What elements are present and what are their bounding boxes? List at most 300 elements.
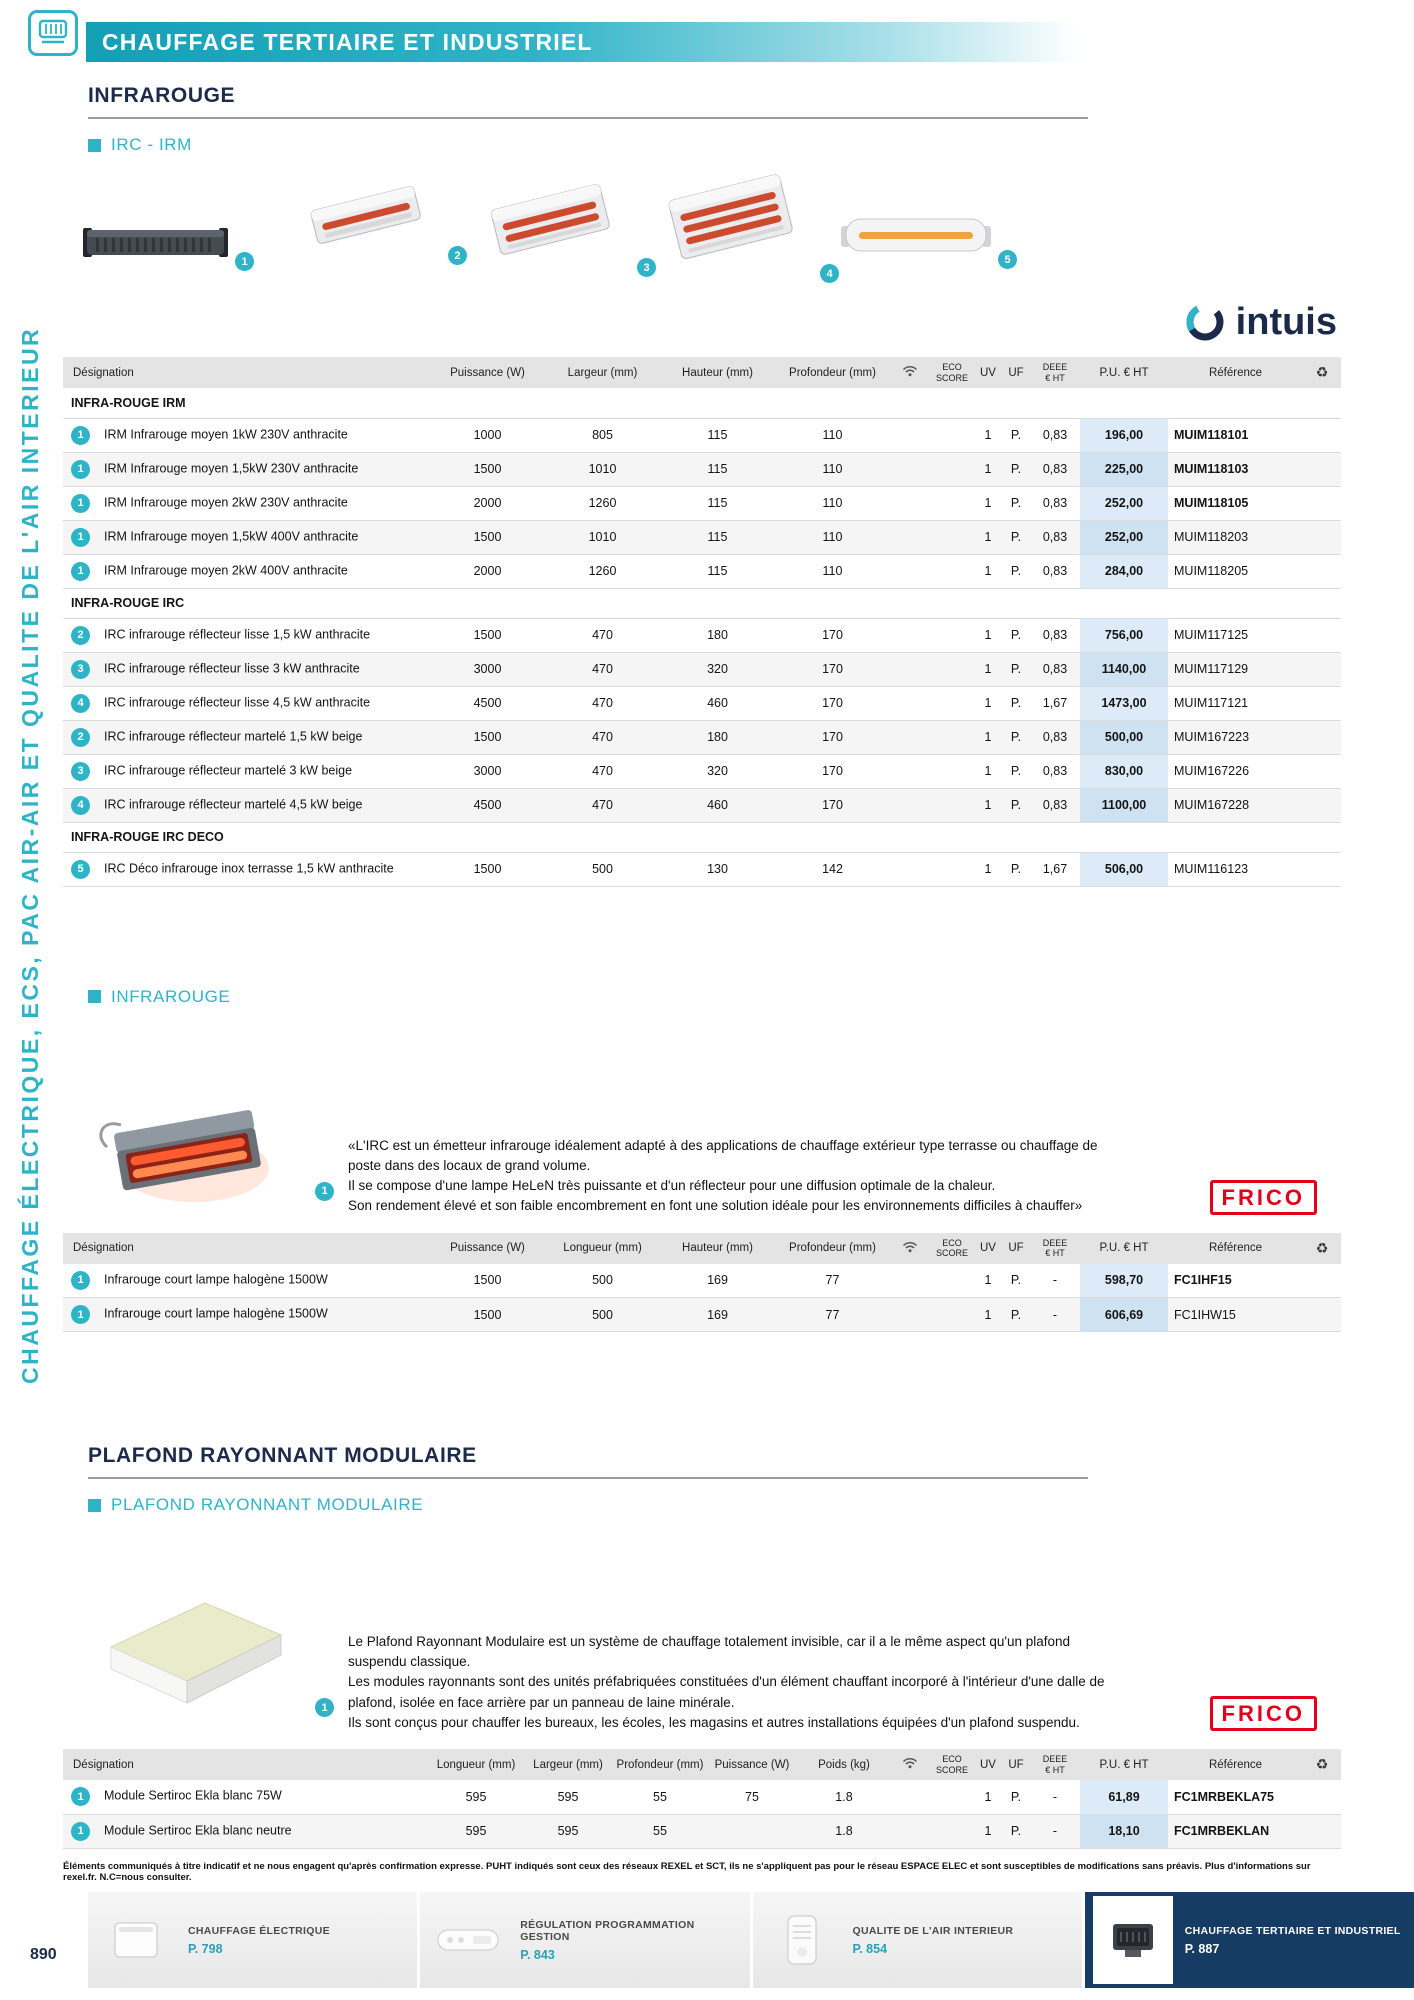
table-row: [63, 652, 1341, 686]
deee-cell: 0,83: [1030, 452, 1080, 486]
product-image-irm: [83, 216, 248, 273]
col-deee: DEEE € HT: [1030, 1749, 1080, 1780]
wifi-cell: [890, 1298, 930, 1332]
product-badge: 1: [71, 494, 90, 513]
wifi-icon: [890, 357, 930, 388]
reference-cell: MUIM118105: [1168, 486, 1303, 520]
dimension-cell: 500: [545, 852, 660, 886]
table-group-header: INFRA-ROUGE IRC: [63, 588, 1341, 618]
bottom-nav: [88, 1892, 1414, 1988]
reference-cell: MUIM117129: [1168, 652, 1303, 686]
reference-cell: MUIM167226: [1168, 754, 1303, 788]
reference-cell: MUIM118103: [1168, 452, 1303, 486]
reference-cell: MUIM117121: [1168, 686, 1303, 720]
price-cell: 61,89: [1080, 1780, 1168, 1814]
deee-cell: 0,83: [1030, 520, 1080, 554]
section-heading-infrarouge: [88, 84, 1088, 119]
price-cell: 506,00: [1080, 852, 1168, 886]
table-group-header: INFRA-ROUGE IRC DECO: [63, 822, 1341, 852]
product-badge: 5: [71, 860, 90, 879]
dimension-cell: 110: [775, 418, 890, 452]
product-badge: 1: [71, 562, 90, 581]
dimension-cell: 1500: [430, 520, 545, 554]
table-row: [63, 520, 1341, 554]
col-uv: UV: [974, 1749, 1002, 1780]
col-eco-score: ECO SCORE: [930, 357, 974, 388]
col-eco-score: ECO SCORE: [930, 1749, 974, 1780]
dimension-cell: 115: [660, 520, 775, 554]
dimension-cell: 320: [660, 652, 775, 686]
reference-cell: MUIM118203: [1168, 520, 1303, 554]
dimension-cell: 169: [660, 1298, 775, 1332]
product-table-infrarouge: [63, 1233, 1341, 1333]
deee-cell: 0,83: [1030, 652, 1080, 686]
uv-cell: 1: [974, 788, 1002, 822]
price-cell: 830,00: [1080, 754, 1168, 788]
eco-score-cell: [930, 1298, 974, 1332]
eco-score-cell: [930, 720, 974, 754]
eco-score-cell: [930, 486, 974, 520]
dimension-cell: 3000: [430, 652, 545, 686]
price-cell: 598,70: [1080, 1264, 1168, 1298]
recycle-icon: ♻: [1303, 1233, 1341, 1264]
reference-cell: FC1IHW15: [1168, 1298, 1303, 1332]
product-badge: 5: [998, 250, 1017, 269]
nav-page: P. 854: [852, 1941, 888, 1956]
col-dimension: Puissance (W): [430, 357, 545, 388]
recycle-cell: [1303, 754, 1341, 788]
deee-cell: 1,67: [1030, 686, 1080, 720]
recycle-cell: [1303, 486, 1341, 520]
table-group-header: INFRA-ROUGE IRM: [63, 388, 1341, 418]
table-row: [63, 852, 1341, 886]
product-badge: 3: [71, 762, 90, 781]
col-deee: DEEE € HT: [1030, 1233, 1080, 1264]
col-dimension: Poids (kg): [798, 1749, 890, 1780]
eco-score-cell: [930, 1264, 974, 1298]
designation-cell: 1 Infrarouge court lampe halogène 1500W: [63, 1264, 430, 1298]
dimension-cell: 320: [660, 754, 775, 788]
table-row: [63, 618, 1341, 652]
recycle-cell: [1303, 618, 1341, 652]
uf-cell: P.: [1002, 554, 1030, 588]
uv-cell: 1: [974, 452, 1002, 486]
dimension-cell: 170: [775, 652, 890, 686]
wifi-cell: [890, 652, 930, 686]
deee-cell: 0,83: [1030, 554, 1080, 588]
designation-cell: 1 IRM Infrarouge moyen 1kW 230V anthracite: [63, 418, 430, 452]
table-row: [63, 418, 1341, 452]
page-number: 890: [30, 1946, 57, 1963]
square-bullet-icon: [88, 139, 101, 152]
product-badge: 1: [71, 1271, 90, 1290]
designation-cell: 1 Module Sertiroc Ekla blanc neutre: [63, 1814, 430, 1848]
wifi-cell: [890, 720, 930, 754]
price-cell: 1473,00: [1080, 686, 1168, 720]
product-description: [348, 1632, 1128, 1733]
col-reference: Référence: [1168, 357, 1303, 388]
col-designation: Désignation: [63, 1233, 430, 1264]
nav-label: QUALITE DE L'AIR INTERIEUR: [852, 1924, 1014, 1937]
product-image-irc-2: [475, 170, 650, 279]
recycle-cell: [1303, 1814, 1341, 1848]
uv-cell: 1: [974, 1298, 1002, 1332]
dimension-cell: 180: [660, 618, 775, 652]
table-row: [63, 788, 1341, 822]
designation-cell: 1 Infrarouge court lampe halogène 1500W: [63, 1298, 430, 1332]
dimension-cell: 115: [660, 418, 775, 452]
dimension-cell: 180: [660, 720, 775, 754]
dimension-cell: 110: [775, 554, 890, 588]
product-table-irc-irm: [63, 357, 1341, 887]
dimension-cell: 55: [614, 1780, 706, 1814]
recycle-cell: [1303, 452, 1341, 486]
section-heading-text: INFRAROUGE: [88, 84, 236, 107]
dimension-cell: 2000: [430, 554, 545, 588]
deee-cell: 0,83: [1030, 486, 1080, 520]
eco-score-cell: [930, 520, 974, 554]
panel-heater-icon: [96, 1896, 176, 1984]
wifi-cell: [890, 486, 930, 520]
dimension-cell: 470: [545, 686, 660, 720]
product-badge: 3: [637, 258, 656, 277]
deee-cell: 0,83: [1030, 618, 1080, 652]
frico-logo: [1210, 1185, 1317, 1211]
reference-cell: FC1MRBEKLA75: [1168, 1780, 1303, 1814]
dimension-cell: 1260: [545, 554, 660, 588]
nav-page: P. 887: [1184, 1941, 1220, 1956]
description-line: Il se compose d'une lampe HeLeN très puissante et d'un réflecteur pour une diffusion optimale de la chaleur.: [348, 1178, 996, 1193]
dimension-cell: 170: [775, 720, 890, 754]
reference-cell: MUIM118101: [1168, 418, 1303, 452]
eco-score-cell: [930, 754, 974, 788]
deee-cell: 0,83: [1030, 754, 1080, 788]
dimension-cell: 170: [775, 686, 890, 720]
frico-logo-text: FRICO: [1210, 1180, 1317, 1215]
price-cell: 225,00: [1080, 452, 1168, 486]
deee-cell: -: [1030, 1780, 1080, 1814]
nav-label: CHAUFFAGE ÉLECTRIQUE: [188, 1924, 330, 1937]
wifi-cell: [890, 754, 930, 788]
col-uf: UF: [1002, 357, 1030, 388]
dimension-cell: 595: [522, 1814, 614, 1848]
uf-cell: P.: [1002, 788, 1030, 822]
wifi-icon: [890, 1749, 930, 1780]
dimension-cell: 470: [545, 788, 660, 822]
table-row: [63, 720, 1341, 754]
price-cell: 1140,00: [1080, 652, 1168, 686]
dimension-cell: 115: [660, 486, 775, 520]
col-dimension: Profondeur (mm): [775, 357, 890, 388]
dimension-cell: 142: [775, 852, 890, 886]
price-cell: 252,00: [1080, 520, 1168, 554]
dimension-cell: 170: [775, 788, 890, 822]
col-uv: UV: [974, 1233, 1002, 1264]
eco-score-cell: [930, 652, 974, 686]
dimension-cell: 1500: [430, 452, 545, 486]
dimension-cell: 1010: [545, 520, 660, 554]
product-badge: 1: [71, 460, 90, 479]
dimension-cell: 2000: [430, 486, 545, 520]
legal-disclaimer: Éléments communiqués à titre indicatif et ne nous engagent qu'après confirmation expresse. PUHT indiqués sont ceux des réseaux REXEL et SCT, ils ne s'appliquent pas pour le réseau ESPACE ELEC et sont susceptibles de modifications sans préavis. Plus d'informations sur rexel.fr. N.C=nous consulter.: [63, 1860, 1311, 1883]
dimension-cell: 1500: [430, 618, 545, 652]
recycle-cell: [1303, 418, 1341, 452]
col-dimension: Longueur (mm): [545, 1233, 660, 1264]
dimension-cell: 169: [660, 1264, 775, 1298]
reference-cell: FC1IHF15: [1168, 1264, 1303, 1298]
wifi-cell: [890, 418, 930, 452]
radiator-icon: [28, 10, 78, 56]
product-badge: 1: [235, 252, 254, 271]
dimension-cell: 75: [706, 1780, 798, 1814]
nav-label: CHAUFFAGE TERTIAIRE ET INDUSTRIEL: [1184, 1924, 1401, 1937]
dimension-cell: 170: [775, 754, 890, 788]
recycle-cell: [1303, 652, 1341, 686]
designation-cell: 1 IRM Infrarouge moyen 2kW 230V anthracite: [63, 486, 430, 520]
dimension-cell: 470: [545, 618, 660, 652]
wifi-cell: [890, 520, 930, 554]
deee-cell: 0,83: [1030, 788, 1080, 822]
intuis-logo-text: intuis: [1235, 300, 1337, 343]
table-row: [63, 486, 1341, 520]
uv-cell: 1: [974, 520, 1002, 554]
uf-cell: P.: [1002, 686, 1030, 720]
price-cell: 18,10: [1080, 1814, 1168, 1848]
dimension-cell: 110: [775, 452, 890, 486]
col-dimension: Puissance (W): [430, 1233, 545, 1264]
dimension-cell: 77: [775, 1264, 890, 1298]
nav-item-chauffage-tertiaire[interactable]: [1085, 1892, 1414, 1988]
subsection-label-text: PLAFOND RAYONNANT MODULAIRE: [111, 1495, 424, 1514]
reference-cell: MUIM116123: [1168, 852, 1303, 886]
uv-cell: 1: [974, 1264, 1002, 1298]
product-badge: 1: [315, 1182, 334, 1201]
dimension-cell: 77: [775, 1298, 890, 1332]
section-heading-plafond: [88, 1444, 1088, 1479]
uf-cell: P.: [1002, 754, 1030, 788]
recycle-cell: [1303, 1264, 1341, 1298]
product-badge: 2: [71, 728, 90, 747]
section-heading-text: PLAFOND RAYONNANT MODULAIRE: [88, 1444, 477, 1467]
col-dimension: Profondeur (mm): [614, 1749, 706, 1780]
dimension-cell: 1000: [430, 418, 545, 452]
dimension-cell: 1500: [430, 1298, 545, 1332]
product-badge: 1: [71, 1787, 90, 1806]
chapter-title: CHAUFFAGE TERTIAIRE ET INDUSTRIEL: [102, 28, 593, 55]
recycle-cell: [1303, 686, 1341, 720]
frico-logo-text: FRICO: [1210, 1696, 1317, 1731]
uv-cell: 1: [974, 486, 1002, 520]
col-dimension: Hauteur (mm): [660, 357, 775, 388]
col-dimension: Hauteur (mm): [660, 1233, 775, 1264]
subsection-label-text: INFRAROUGE: [111, 986, 231, 1006]
product-image-plafond-module: [63, 1585, 315, 1741]
table-row: [63, 1780, 1341, 1814]
frico-logo: [1210, 1701, 1317, 1727]
description-line: Les modules rayonnants sont des unités préfabriquées constituées d'un élément chauffant incorporé à l'intérieur d'une dalle de plafond, isolée en face arrière par un panneau de laine minérale.: [348, 1674, 1105, 1710]
subsection-label-text: IRC - IRM: [111, 135, 192, 154]
product-badge: 1: [71, 426, 90, 445]
col-dimension: Longueur (mm): [430, 1749, 522, 1780]
dimension-cell: 1.8: [798, 1814, 890, 1848]
product-badge: 1: [71, 528, 90, 547]
dimension-cell: 470: [545, 720, 660, 754]
designation-cell: 4 IRC infrarouge réflecteur lisse 4,5 kW anthracite: [63, 686, 430, 720]
designation-cell: 2 IRC infrarouge réflecteur martelé 1,5 kW beige: [63, 720, 430, 754]
uv-cell: 1: [974, 1814, 1002, 1848]
reference-cell: MUIM117125: [1168, 618, 1303, 652]
eco-score-cell: [930, 788, 974, 822]
product-image-irc-1: [291, 170, 461, 267]
designation-cell: 1 IRM Infrarouge moyen 2kW 400V anthracite: [63, 554, 430, 588]
deee-cell: 0,83: [1030, 418, 1080, 452]
wifi-cell: [890, 1264, 930, 1298]
dimension-cell: 55: [614, 1814, 706, 1848]
recycle-cell: [1303, 554, 1341, 588]
product-table: [63, 1749, 1341, 1849]
col-pu: P.U. € HT: [1080, 1749, 1168, 1780]
product-images-row: [63, 161, 1341, 293]
wifi-cell: [890, 1780, 930, 1814]
nav-page: P. 798: [188, 1941, 223, 1956]
uf-cell: P.: [1002, 1298, 1030, 1332]
uf-cell: P.: [1002, 652, 1030, 686]
description-line: Ils sont conçus pour chauffer les bureaux, les écoles, les magasins et autres installations équipées d'un plafond suspendu.: [348, 1714, 1080, 1730]
price-cell: 606,69: [1080, 1298, 1168, 1332]
designation-cell: 4 IRC infrarouge réflecteur martelé 4,5 kW beige: [63, 788, 430, 822]
table-row: [63, 554, 1341, 588]
product-table: [63, 1233, 1341, 1333]
recycle-icon: ♻: [1303, 357, 1341, 388]
col-reference: Référence: [1168, 1233, 1303, 1264]
table-header-row: [63, 1233, 1341, 1264]
eco-score-cell: [930, 452, 974, 486]
dimension-cell: 170: [775, 618, 890, 652]
col-designation: Désignation: [63, 1749, 430, 1780]
square-bullet-icon: [88, 990, 101, 1003]
recycle-cell: [1303, 852, 1341, 886]
nav-label: RÉGULATION PROGRAMMATION GESTION: [520, 1918, 695, 1943]
product-badge: 4: [820, 264, 839, 283]
col-dimension: Profondeur (mm): [775, 1233, 890, 1264]
uv-cell: 1: [974, 686, 1002, 720]
nav-page: P. 843: [520, 1947, 555, 1962]
dimension-cell: 1.8: [798, 1780, 890, 1814]
wifi-cell: [890, 618, 930, 652]
price-cell: 252,00: [1080, 486, 1168, 520]
deee-cell: -: [1030, 1814, 1080, 1848]
nav-item-qualite-air[interactable]: [753, 1892, 1082, 1988]
uf-cell: P.: [1002, 720, 1030, 754]
uv-cell: 1: [974, 418, 1002, 452]
table-row: [63, 1298, 1341, 1332]
recycle-icon: ♻: [1303, 1749, 1341, 1780]
product-badge: 4: [71, 694, 90, 713]
recycle-cell: [1303, 520, 1341, 554]
table-row: [63, 1814, 1341, 1848]
product-image-infrarouge-halogene: [63, 1093, 315, 1225]
designation-cell: 1 IRM Infrarouge moyen 1,5kW 400V anthracite: [63, 520, 430, 554]
uv-cell: 1: [974, 720, 1002, 754]
designation-cell: 3 IRC infrarouge réflecteur martelé 3 kW beige: [63, 754, 430, 788]
nav-item-regulation[interactable]: [420, 1892, 749, 1988]
wifi-cell: [890, 452, 930, 486]
dimension-cell: 470: [545, 652, 660, 686]
uf-cell: P.: [1002, 418, 1030, 452]
col-deee: DEEE € HT: [1030, 357, 1080, 388]
product-badge: 1: [71, 1822, 90, 1841]
product-description: [348, 1136, 1128, 1217]
deee-cell: 1,67: [1030, 852, 1080, 886]
uv-cell: 1: [974, 652, 1002, 686]
dimension-cell: 1500: [430, 720, 545, 754]
recycle-cell: [1303, 1780, 1341, 1814]
infrarouge-feature-row: [63, 1021, 1341, 1225]
description-line: Le Plafond Rayonnant Modulaire est un système de chauffage totalement invisible, car il a le même aspect qu'un plafond suspendu classique.: [348, 1633, 1071, 1669]
product-badge: 3: [71, 660, 90, 679]
col-reference: Référence: [1168, 1749, 1303, 1780]
dimension-cell: 460: [660, 788, 775, 822]
eco-score-cell: [930, 852, 974, 886]
col-uf: UF: [1002, 1233, 1030, 1264]
subsection-label-irc-irm: [88, 135, 1341, 155]
table-row: [63, 452, 1341, 486]
product-badge: 1: [71, 1305, 90, 1324]
product-badge: 4: [71, 796, 90, 815]
recycle-cell: [1303, 1298, 1341, 1332]
dimension-cell: 595: [430, 1780, 522, 1814]
dimension-cell: 4500: [430, 788, 545, 822]
uf-cell: P.: [1002, 452, 1030, 486]
dimension-cell: 4500: [430, 686, 545, 720]
nav-item-chauffage-electrique[interactable]: [88, 1892, 417, 1988]
dimension-cell: [706, 1814, 798, 1848]
price-cell: 756,00: [1080, 618, 1168, 652]
price-cell: 500,00: [1080, 720, 1168, 754]
eco-score-cell: [930, 1780, 974, 1814]
wifi-cell: [890, 686, 930, 720]
col-pu: P.U. € HT: [1080, 357, 1168, 388]
eco-score-cell: [930, 686, 974, 720]
wifi-cell: [890, 852, 930, 886]
main-content: [63, 84, 1341, 1883]
dimension-cell: 595: [522, 1780, 614, 1814]
uv-cell: 1: [974, 1780, 1002, 1814]
eco-score-cell: [930, 1814, 974, 1848]
reference-cell: MUIM167223: [1168, 720, 1303, 754]
designation-cell: 1 IRM Infrarouge moyen 1,5kW 230V anthracite: [63, 452, 430, 486]
wifi-cell: [890, 788, 930, 822]
dimension-cell: 1260: [545, 486, 660, 520]
dimension-cell: 470: [545, 754, 660, 788]
intuis-ring-icon: [1182, 299, 1228, 345]
uf-cell: P.: [1002, 1814, 1030, 1848]
plafond-feature-row: [63, 1529, 1341, 1741]
chapter-title-bar: [86, 22, 1088, 62]
product-badge: 2: [448, 246, 467, 265]
price-cell: 1100,00: [1080, 788, 1168, 822]
wifi-icon: [890, 1233, 930, 1264]
intuis-logo: [1182, 299, 1337, 345]
table-row: [63, 1264, 1341, 1298]
table-header-row: [63, 1749, 1341, 1780]
dimension-cell: 110: [775, 486, 890, 520]
dimension-cell: 595: [430, 1814, 522, 1848]
deee-cell: -: [1030, 1264, 1080, 1298]
col-uv: UV: [974, 357, 1002, 388]
reference-cell: FC1MRBEKLAN: [1168, 1814, 1303, 1848]
col-designation: Désignation: [63, 357, 430, 388]
